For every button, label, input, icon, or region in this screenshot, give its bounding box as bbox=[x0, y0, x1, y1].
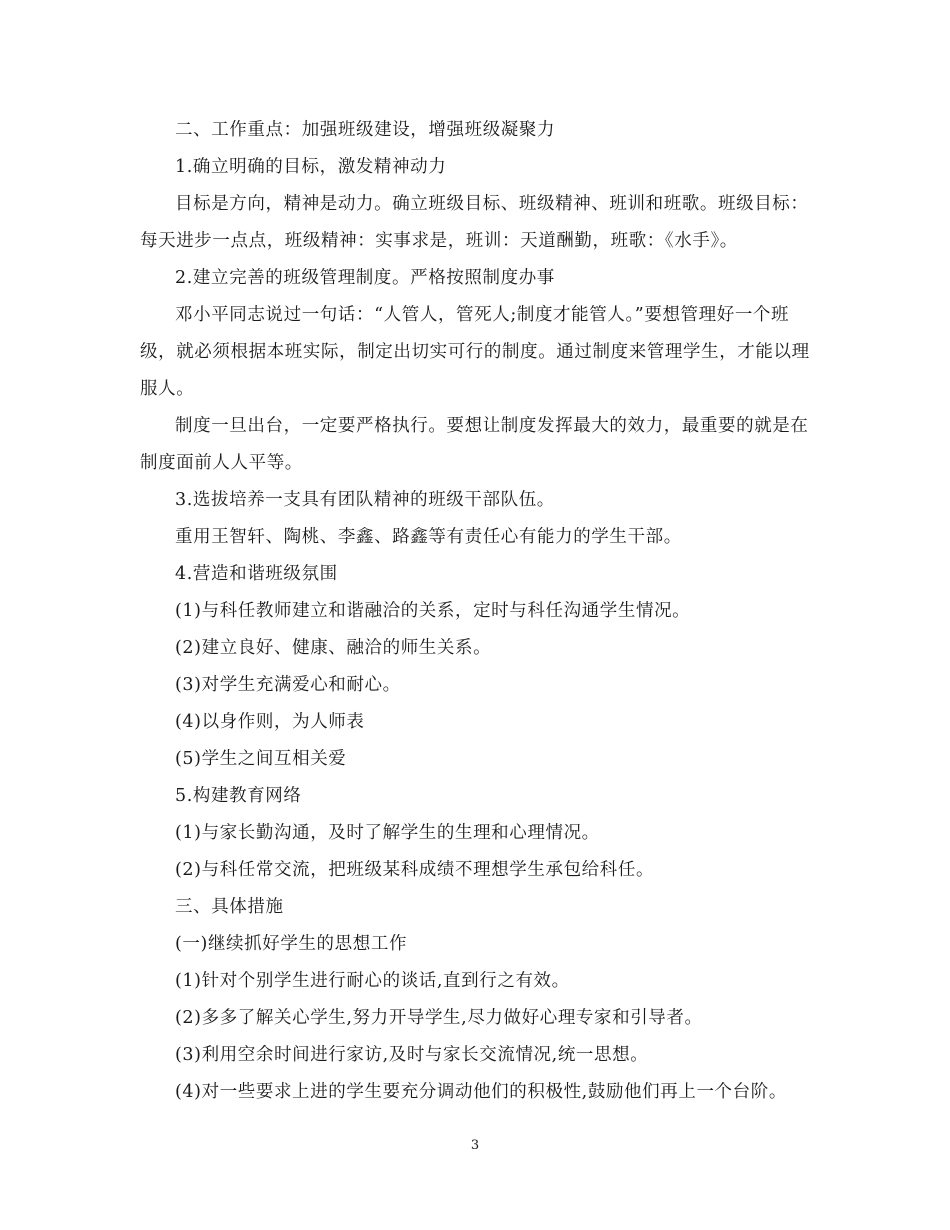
subheading-goals: 1.确立明确的目标，激发精神动力 bbox=[175, 157, 447, 177]
list-item: (1)与家长勤沟通，及时了解学生的生理和心理情况。 bbox=[175, 823, 600, 843]
paragraph-enforcement: 制度一旦出台，一定要严格执行。要想让制度发挥最大的效力，最重要的就是在制度面前人人平等。 bbox=[140, 416, 809, 473]
list-item: (2)建立良好、健康、融洽的师生关系。 bbox=[175, 638, 492, 658]
document-body bbox=[140, 112, 815, 1111]
paragraph-quote: 邓小平同志说过一句话：“人管人，管死人;制度才能管人。”要想管理好一个班级，就必须根据本班实际，制定出切实可行的制度。通过制度来管理学生，才能以理服人。 bbox=[140, 305, 810, 399]
page-number: 3 bbox=[470, 1138, 480, 1153]
list-item: (4)以身作则，为人师表 bbox=[175, 712, 365, 732]
list-item: (3)利用空余时间进行家访,及时与家长交流情况,统一思想。 bbox=[175, 1045, 649, 1065]
list-item: (2)与科任常交流，把班级某科成绩不理想学生承包给科任。 bbox=[175, 860, 655, 880]
subheading-management-system: 2.建立完善的班级管理制度。严格按照制度办事 bbox=[175, 268, 555, 288]
subheading-cadres: 3.选拔培养一支具有团队精神的班级干部队伍。 bbox=[175, 490, 555, 510]
paragraph-goals: 目标是方向，精神是动力。确立班级目标、班级精神、班训和班歌。班级目标：每天进步一点点，班级精神：实事求是，班训：天道酬勤，班歌：《水手》。 bbox=[140, 194, 809, 251]
list-item: (4)对一些要求上进的学生要充分调动他们的积极性,鼓励他们再上一个台阶。 bbox=[175, 1082, 787, 1102]
subheading-education-network: 5.构建教育网络 bbox=[175, 786, 302, 806]
list-item: (5)学生之间互相关爱 bbox=[175, 749, 347, 769]
section-heading-measures: 三、具体措施 bbox=[175, 897, 284, 917]
list-item: (1)针对个别学生进行耐心的谈话,直到行之有效。 bbox=[175, 971, 570, 991]
subheading-ideological-work: (一)继续抓好学生的思想工作 bbox=[175, 934, 408, 954]
paragraph-cadres: 重用王智轩、陶桃、李鑫、路鑫等有责任心有能力的学生干部。 bbox=[175, 527, 682, 547]
list-item: (3)对学生充满爱心和耐心。 bbox=[175, 675, 401, 695]
section-heading-work-focus: 二、工作重点：加强班级建设，增强班级凝聚力 bbox=[175, 120, 556, 140]
list-item: (1)与科任教师建立和谐融洽的关系，定时与科任沟通学生情况。 bbox=[175, 601, 691, 621]
list-item: (2)多多了解关心学生,努力开导学生,尽力做好心理专家和引导者。 bbox=[175, 1008, 703, 1028]
subheading-harmony: 4.营造和谐班级氛围 bbox=[175, 564, 338, 584]
